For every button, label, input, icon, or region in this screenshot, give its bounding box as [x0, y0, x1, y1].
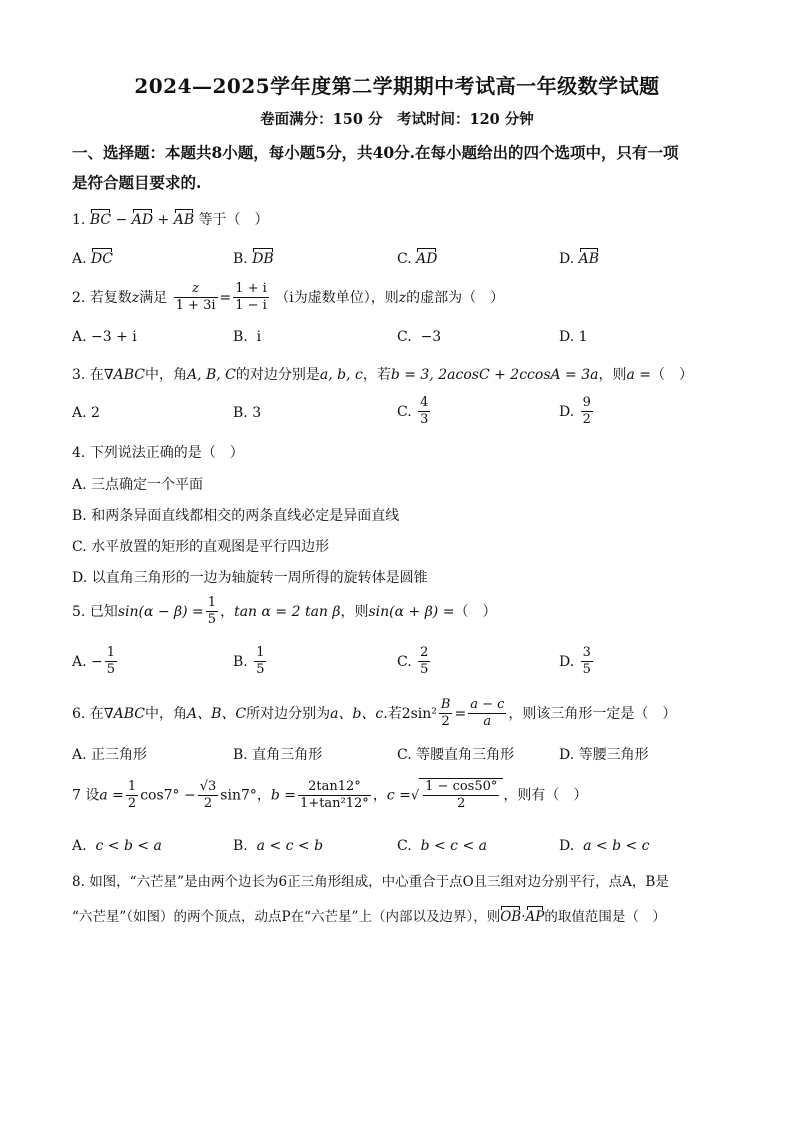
- q1-option-b: [233, 251, 274, 267]
- option-vector: DB: [252, 251, 274, 267]
- fraction: $\frac{B}{2}$: [440, 697, 451, 730]
- question-4: [72, 442, 244, 462]
- option-text: i: [256, 329, 262, 345]
- fraction: $\frac{1 - \cos 50^\circ}{2}$: [425, 779, 498, 812]
- question-text: 满足: [139, 289, 168, 306]
- q3-option-d: [559, 395, 595, 429]
- option-text: 以直角三角形的一边为轴旋转一周所得的旋转体是圆锥: [91, 570, 428, 586]
- variable-z: z: [398, 289, 407, 306]
- option-letter: A.: [72, 405, 87, 421]
- option-letter: D.: [559, 403, 575, 420]
- question-tail: （ ）: [651, 367, 694, 383]
- question-text: 设: [85, 787, 100, 804]
- option-letter: A.: [72, 477, 87, 493]
- question-text: 若复数: [89, 289, 132, 306]
- question-number: 5.: [72, 603, 86, 620]
- angles: A, B, C: [186, 367, 236, 383]
- question-text: 在: [89, 367, 104, 383]
- question-2: [72, 281, 504, 315]
- fraction: $\frac{1}{5}$: [207, 595, 217, 628]
- question-number: 6.: [72, 705, 86, 722]
- option-text: 三点确定一个平面: [91, 477, 204, 493]
- option-letter: B.: [233, 405, 248, 421]
- question-3: [72, 364, 693, 384]
- option-vector: DC: [91, 251, 113, 267]
- option-letter: B.: [72, 508, 87, 524]
- question-number: 1.: [72, 212, 86, 228]
- q3-option-a: [72, 405, 100, 421]
- q4-option-d: [72, 567, 428, 587]
- q6-option-a: [72, 744, 147, 764]
- option-letter: A.: [72, 329, 87, 345]
- q7-option-d: [559, 838, 650, 854]
- fraction: $\frac{2}{5}$: [420, 645, 429, 678]
- option-letter: A.: [72, 251, 87, 267]
- option-letter: C.: [397, 251, 412, 267]
- fraction: $\frac{3}{5}$: [582, 645, 591, 678]
- question-text: ，若: [362, 367, 391, 383]
- q2-option-b: [233, 329, 261, 345]
- option-letter: D.: [72, 570, 88, 586]
- option-text: 等腰三角形: [578, 747, 649, 763]
- option-letter: B.: [233, 838, 248, 854]
- c-equals: c =: [386, 787, 411, 804]
- question-number: 8.: [72, 874, 85, 890]
- option-letter: B.: [233, 747, 248, 763]
- triangle-abc: ∇ABC: [103, 705, 145, 722]
- option-text: c < b < a: [95, 838, 162, 854]
- question-text: .若: [383, 705, 402, 722]
- fraction: $\frac{1}{2}$: [127, 778, 137, 811]
- q3-option-c: [397, 395, 432, 429]
- equals-sign: =: [219, 289, 232, 306]
- q4-option-c: [72, 536, 329, 556]
- option-text: a < c < b: [256, 838, 324, 854]
- option-letter: C.: [397, 838, 412, 854]
- equals-sign: =: [454, 705, 467, 722]
- ask: a =: [626, 367, 652, 383]
- option-letter: B.: [233, 329, 248, 345]
- question-text: ，则: [340, 603, 369, 620]
- minus-sign: −: [115, 212, 128, 228]
- fraction: $\frac{1}{5}$: [256, 645, 265, 678]
- angles: A、B、C: [186, 705, 247, 722]
- option-letter: B.: [233, 653, 248, 670]
- expression: cos7° −: [140, 787, 196, 804]
- q5-option-a: [72, 645, 119, 679]
- question-8-line2: [72, 905, 666, 925]
- triangle-abc: ∇ABC: [103, 367, 145, 383]
- q7-option-c: [397, 838, 487, 854]
- q1-option-a: [72, 251, 113, 267]
- fraction: $\frac{z}{1 + 3i}$: [175, 281, 216, 314]
- q3-option-b: [233, 405, 261, 421]
- option-text: 和两条异面直线都相交的两条直线必定是异面直线: [91, 508, 400, 524]
- expression: sin7°: [220, 787, 257, 804]
- option-letter: D.: [559, 747, 575, 763]
- plus-sign: +: [157, 212, 170, 228]
- question-text: 所对边分别为: [246, 705, 331, 722]
- option-vector: AB: [578, 251, 600, 267]
- option-text: b < c < a: [420, 838, 487, 854]
- option-vector: AD: [416, 251, 438, 267]
- option-text: 直角三角形: [252, 747, 323, 763]
- q2-option-a: [72, 329, 137, 345]
- vector-bc: BC: [89, 212, 112, 228]
- q7-option-b: [233, 838, 323, 854]
- vector-ab: AB: [173, 212, 195, 228]
- question-text: 的对边分别是: [235, 367, 320, 383]
- question-text: 在: [89, 705, 104, 722]
- vector-ob: OB: [500, 909, 522, 925]
- question-6: [72, 697, 676, 731]
- question-text: 中，角: [144, 367, 187, 383]
- option-sign: −: [91, 653, 103, 670]
- option-text: 3: [252, 405, 262, 421]
- sides: a, b, c: [319, 367, 363, 383]
- q4-option-b: [72, 505, 399, 525]
- option-letter: C.: [72, 539, 87, 555]
- option-text: 2: [91, 405, 100, 421]
- q5-option-d: [559, 645, 595, 679]
- q2-option-c: [397, 329, 441, 345]
- q1-option-d: [559, 251, 599, 267]
- fraction: $\frac{1}{5}$: [106, 645, 116, 678]
- question-text: （i为虚数单位），则: [275, 289, 399, 306]
- expression: 2sin²: [401, 705, 437, 722]
- question-number: 4.: [72, 445, 86, 461]
- a-equals: a =: [99, 787, 124, 804]
- option-letter: D.: [559, 653, 575, 670]
- square-root: √ $\frac{1 - \cos 50^\circ}{2}$: [411, 778, 504, 813]
- question-5: [72, 595, 496, 629]
- q2-option-d: [559, 329, 588, 345]
- question-number: 2.: [72, 289, 86, 306]
- option-text: 等腰直角三角形: [416, 747, 515, 763]
- question-7: [72, 778, 587, 813]
- condition: b = 3, 2acosC + 2ccosA = 3a: [390, 367, 599, 383]
- q1-option-c: [397, 251, 437, 267]
- question-tail: 的取值范围是（ ）: [544, 909, 666, 925]
- fraction: $\frac{4}{3}$: [420, 395, 429, 428]
- q6-option-b: [233, 744, 322, 764]
- fraction: $\frac{√3}{2}$: [199, 778, 217, 811]
- q5-option-b: [233, 645, 268, 679]
- question-8-line1: [72, 870, 669, 890]
- question-text: “六芒星”（如图）的两个顶点，动点P在“六芒星”上（内部以及边界），则: [72, 909, 501, 925]
- question-1: [72, 209, 269, 229]
- option-letter: B.: [233, 251, 248, 267]
- expression: tan α = 2 tan β: [234, 603, 341, 620]
- option-letter: D.: [559, 251, 575, 267]
- variable-z: z: [131, 289, 140, 306]
- expression: sin(α − β) =: [117, 603, 204, 620]
- question-text: 中，角: [144, 705, 187, 722]
- q6-option-d: [559, 744, 649, 764]
- q6-option-c: [397, 744, 514, 764]
- question-text: ，则: [598, 367, 627, 383]
- vector-ap: AP: [525, 909, 545, 925]
- sides: a、b、c: [330, 705, 384, 722]
- q4-option-a: [72, 474, 203, 494]
- q7-option-a: [72, 838, 162, 854]
- separator: ，: [372, 787, 387, 804]
- fraction: $\frac{2\tan 12^\circ}{\text{1+tan²12°}}$: [300, 778, 369, 811]
- question-tail: ，则该三角形一定是（ ）: [508, 705, 677, 722]
- question-text: 下列说法正确的是（ ）: [89, 445, 244, 461]
- section-heading-line2: 是符合题目要求的.: [72, 173, 202, 192]
- question-tail: 等于（ ）: [198, 212, 269, 228]
- question-tail: ，则有（ ）: [503, 787, 588, 804]
- option-letter: C.: [397, 403, 412, 420]
- option-letter: A.: [72, 838, 87, 854]
- expression: sin(α + β) =: [368, 603, 455, 620]
- option-text: 正三角形: [91, 747, 148, 763]
- option-letter: A.: [72, 747, 87, 763]
- exam-title: 2024—2025学年度第二学期期中考试高一年级数学试题: [134, 74, 660, 98]
- q5-option-c: [397, 645, 432, 679]
- question-text: 如图，“六芒星”是由两个边长为6正三角形组成，中心重合于点O且三组对边分别平行，点A，B是: [89, 874, 669, 890]
- option-text: 水平放置的矩形的直观图是平行四边形: [91, 539, 330, 555]
- separator: ，: [256, 787, 271, 804]
- fraction: $\frac{1 + i}{1 - i}$: [235, 281, 267, 314]
- option-letter: D.: [559, 838, 575, 854]
- exam-subtitle: 卷面满分：150 分 考试时间：120 分钟: [260, 111, 534, 128]
- question-number: 3.: [72, 367, 86, 383]
- option-text: −3: [420, 329, 442, 345]
- fraction: $\frac{9}{2}$: [582, 395, 591, 428]
- option-letter: C.: [397, 747, 412, 763]
- option-text: −3 + i: [91, 329, 137, 345]
- question-text: 已知: [89, 603, 118, 620]
- option-text: 1: [578, 329, 588, 345]
- vector-ad: AD: [131, 212, 154, 228]
- b-equals: b =: [270, 787, 297, 804]
- question-number: 7: [72, 787, 81, 804]
- option-letter: C.: [397, 653, 412, 670]
- dot-product: ·: [521, 909, 526, 925]
- fraction: $\frac{a - c}{a}$: [470, 697, 505, 730]
- section-heading-line1: 一、选择题：本题共8小题，每小题5分，共40分.在每小题给出的四个选项中，只有一项: [72, 143, 679, 162]
- option-text: a < b < c: [583, 838, 650, 854]
- question-tail: 的虚部为（ ）: [406, 289, 505, 306]
- question-tail: （ ）: [454, 603, 497, 620]
- separator: ，: [220, 603, 235, 620]
- option-letter: A.: [72, 653, 87, 670]
- option-letter: C.: [397, 329, 412, 345]
- option-letter: D.: [559, 329, 575, 345]
